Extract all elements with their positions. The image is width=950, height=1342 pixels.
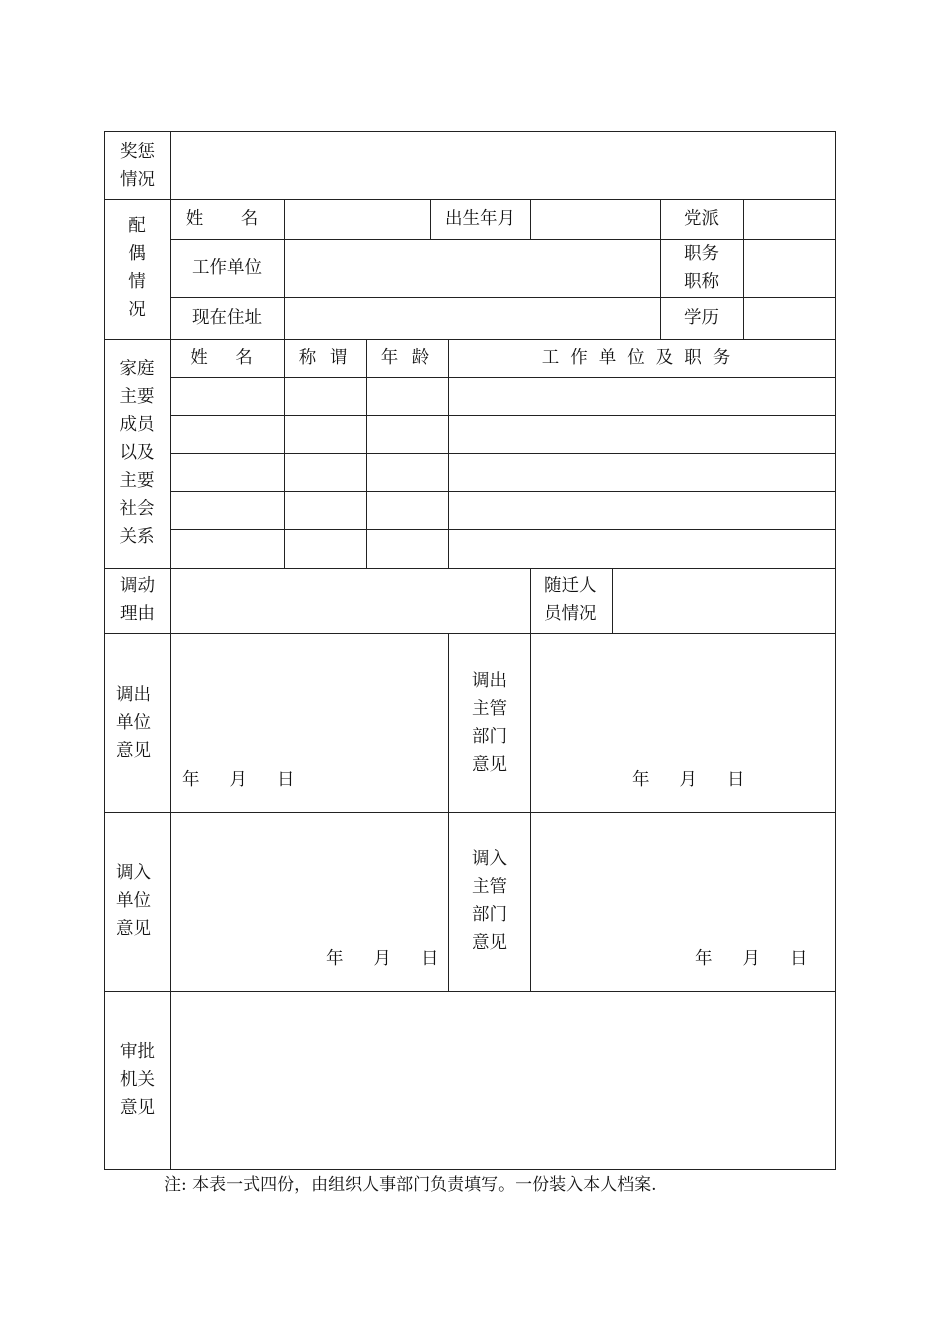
family-section-line: 成员 xyxy=(119,415,155,435)
approval-label xyxy=(120,1038,155,1122)
family-header-relation: 称 谓 xyxy=(298,348,352,368)
spouse-position-line: 职务 xyxy=(684,244,719,264)
col-divider xyxy=(612,568,613,633)
family-section-line: 关系 xyxy=(119,527,155,547)
spouse-workplace-label: 工作单位 xyxy=(192,258,262,278)
form-border-top xyxy=(104,131,836,132)
row-divider xyxy=(170,377,836,378)
row-divider xyxy=(104,812,836,813)
out-unit-line: 调出 xyxy=(116,685,151,705)
approval-line: 机关 xyxy=(120,1070,155,1090)
spouse-position-label xyxy=(660,240,743,296)
spouse-section-char: 偶 xyxy=(128,244,146,264)
in-unit-line: 意见 xyxy=(116,919,151,939)
spouse-party-label: 党派 xyxy=(684,209,719,229)
col-divider xyxy=(448,633,449,991)
spouse-section-char: 情 xyxy=(128,272,146,292)
footnote: 注: 本表一式四份，由组织人事部门负责填写。一份装入本人档案. xyxy=(164,1175,657,1195)
out-unit-date xyxy=(182,766,295,794)
col-divider xyxy=(366,339,367,568)
date-month: 月 xyxy=(679,770,697,790)
spouse-section-char: 况 xyxy=(128,300,146,320)
date-month: 月 xyxy=(373,949,391,969)
date-day: 日 xyxy=(727,770,745,790)
transfer-reason-label xyxy=(120,572,155,628)
spouse-section-label xyxy=(104,212,170,324)
date-day: 日 xyxy=(790,949,808,969)
spouse-position-line: 职称 xyxy=(684,272,719,292)
accompany-label-line: 员情况 xyxy=(544,604,597,624)
date-month: 月 xyxy=(229,770,247,790)
form-border-right xyxy=(835,131,836,1170)
in-dept-line: 主管 xyxy=(472,877,507,897)
date-year: 年 xyxy=(632,770,650,790)
family-section-line: 以及 xyxy=(119,443,155,463)
rewards-label xyxy=(120,138,155,194)
row-divider xyxy=(170,297,836,298)
col-divider xyxy=(530,199,531,239)
out-dept-label xyxy=(472,667,507,779)
rewards-label-line: 情况 xyxy=(120,170,155,190)
out-unit-label xyxy=(116,681,151,765)
row-divider xyxy=(170,415,836,416)
col-divider xyxy=(448,339,449,568)
in-dept-line: 调入 xyxy=(472,849,507,869)
spouse-address-label: 现在住址 xyxy=(192,308,262,328)
row-divider xyxy=(104,339,836,340)
transfer-reason-line: 调动 xyxy=(120,576,155,596)
family-section-line: 主要 xyxy=(119,471,155,491)
family-header-work: 工作单位及职务 xyxy=(541,348,742,368)
row-divider xyxy=(170,491,836,492)
transfer-reason-line: 理由 xyxy=(120,604,155,624)
in-dept-line: 意见 xyxy=(472,933,507,953)
accompany-label-line: 随迁人 xyxy=(544,576,597,596)
col-divider xyxy=(530,568,531,633)
row-divider xyxy=(104,199,836,200)
family-header-age: 年 龄 xyxy=(380,348,434,368)
date-year: 年 xyxy=(326,949,344,969)
family-section-line: 家庭 xyxy=(119,359,155,379)
out-unit-line: 单位 xyxy=(116,713,151,733)
row-divider xyxy=(104,568,836,569)
date-year: 年 xyxy=(695,949,713,969)
spouse-section-char: 配 xyxy=(128,216,146,236)
in-dept-label xyxy=(472,845,507,957)
date-year: 年 xyxy=(182,770,200,790)
in-unit-label xyxy=(116,859,151,943)
form-border-bottom xyxy=(104,1169,836,1170)
in-unit-line: 调入 xyxy=(116,863,151,883)
spouse-education-label: 学历 xyxy=(684,308,719,328)
row-divider xyxy=(170,453,836,454)
in-unit-line: 单位 xyxy=(116,891,151,911)
col-divider xyxy=(284,339,285,568)
accompany-label xyxy=(544,572,597,628)
out-dept-line: 主管 xyxy=(472,699,507,719)
family-header-name: 姓 名 xyxy=(190,348,264,368)
out-dept-line: 部门 xyxy=(472,727,507,747)
spouse-birth-label: 出生年月 xyxy=(445,209,515,229)
family-section-line: 社会 xyxy=(119,499,155,519)
approval-line: 意见 xyxy=(120,1098,155,1118)
in-dept-date xyxy=(695,945,808,973)
label-column-divider xyxy=(170,131,171,1170)
date-month: 月 xyxy=(742,949,760,969)
family-section-line: 主要 xyxy=(119,387,155,407)
row-divider xyxy=(170,529,836,530)
date-day: 日 xyxy=(277,770,295,790)
family-section-label xyxy=(104,355,170,551)
out-dept-date xyxy=(632,766,745,794)
out-dept-line: 意见 xyxy=(472,755,507,775)
in-dept-line: 部门 xyxy=(472,905,507,925)
row-divider xyxy=(104,633,836,634)
rewards-label-line: 奖惩 xyxy=(120,142,155,162)
col-divider xyxy=(743,199,744,339)
out-unit-line: 意见 xyxy=(116,741,151,761)
col-divider xyxy=(284,199,285,339)
in-unit-date xyxy=(326,945,439,973)
approval-line: 审批 xyxy=(120,1042,155,1062)
spouse-name-label: 姓 名 xyxy=(185,209,269,229)
date-day: 日 xyxy=(421,949,439,969)
col-divider xyxy=(530,633,531,991)
out-dept-line: 调出 xyxy=(472,671,507,691)
row-divider xyxy=(104,991,836,992)
